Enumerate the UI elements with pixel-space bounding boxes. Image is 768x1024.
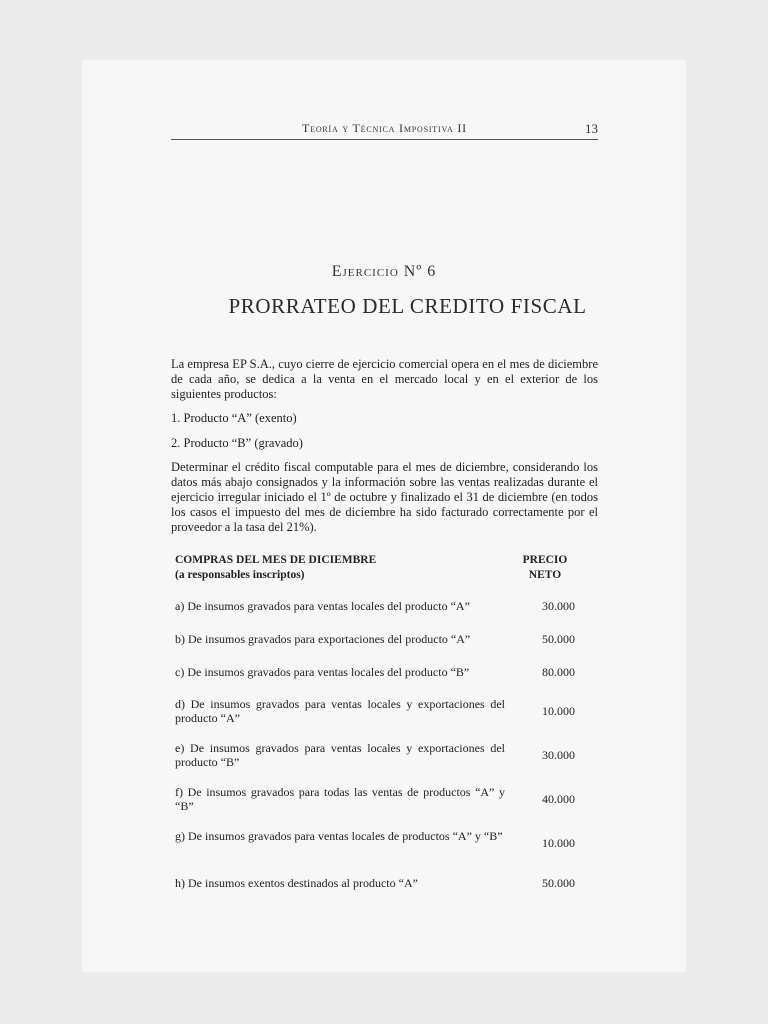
table-row <box>175 785 575 813</box>
table-row <box>175 665 575 679</box>
product-item-1-text: 1. Producto “A” (exento) <box>171 411 297 425</box>
header-title: Teoría y Técnica Impositiva II <box>302 121 467 135</box>
row-description: h) De insumos exentos destinados al producto “A” <box>175 876 418 890</box>
table-row <box>175 876 575 890</box>
row-amount: 30.000 <box>542 748 575 762</box>
row-description: f) De insumos gravados para todas las ventas de productos “A” y “B” <box>175 785 505 813</box>
product-item-2-text: 2. Producto “B” (gravado) <box>171 436 303 450</box>
running-header <box>171 121 598 140</box>
instructions-paragraph <box>171 460 598 535</box>
intro-paragraph <box>171 357 598 402</box>
product-item-2 <box>171 436 598 451</box>
header-left-line1: COMPRAS DEL MES DE DICIEMBRE <box>175 554 377 566</box>
table-row <box>175 632 575 646</box>
row-description: d) De insumos gravados para ventas locales y exportaciones del producto “A” <box>175 697 505 725</box>
row-description: c) De insumos gravados para ventas locales del producto “B” <box>175 665 470 679</box>
header-right-line1: PRECIO <box>522 554 568 566</box>
instructions-text: Determinar el crédito fiscal computable para el mes de diciembre, considerando los datos más abajo consignados y la información sobre las ventas realizadas durante el ejercicio irregular iniciado el 1º de octubre y finalizado el 31 de diciembre (en todos los casos el impuesto del mes de diciembre ha sido facturado correctamente por el proveedor a la tasa del 21%). <box>171 460 598 534</box>
row-description: e) De insumos gravados para ventas locales y exportaciones del producto “B” <box>175 741 505 769</box>
table-row <box>175 697 575 725</box>
row-amount: 10.000 <box>542 836 575 850</box>
table-header-right <box>515 553 575 583</box>
exercise-label: Ejercicio Nº 6 <box>331 263 437 280</box>
intro-text: La empresa EP S.A., cuyo cierre de ejercicio comercial opera en el mes de diciembre de cada año, se dedica a la venta en el mercado local y en el exterior de los siguientes productos: <box>171 357 598 401</box>
row-description: a) De insumos gravados para ventas locales del producto “A” <box>175 599 470 613</box>
row-amount: 10.000 <box>542 704 575 718</box>
exercise-title: PRORRATEO DEL CREDITO FISCAL <box>228 294 587 318</box>
table-header-left <box>175 553 376 583</box>
table-row <box>175 741 575 769</box>
row-description: b) De insumos gravados para exportaciones del producto “A” <box>175 632 471 646</box>
row-amount: 50.000 <box>542 876 575 890</box>
row-description: g) De insumos gravados para ventas locales de productos “A” y “B” <box>175 829 503 843</box>
row-amount: 50.000 <box>542 632 575 646</box>
table-row <box>175 829 575 850</box>
row-amount: 30.000 <box>542 599 575 613</box>
page-number: 13 <box>585 121 598 136</box>
header-right-line2: NETO <box>528 569 562 581</box>
table-row <box>175 599 575 613</box>
row-amount: 40.000 <box>542 792 575 806</box>
product-item-1 <box>171 411 598 426</box>
header-left-line2: (a responsables inscriptos) <box>175 569 305 581</box>
row-amount: 80.000 <box>542 665 575 679</box>
